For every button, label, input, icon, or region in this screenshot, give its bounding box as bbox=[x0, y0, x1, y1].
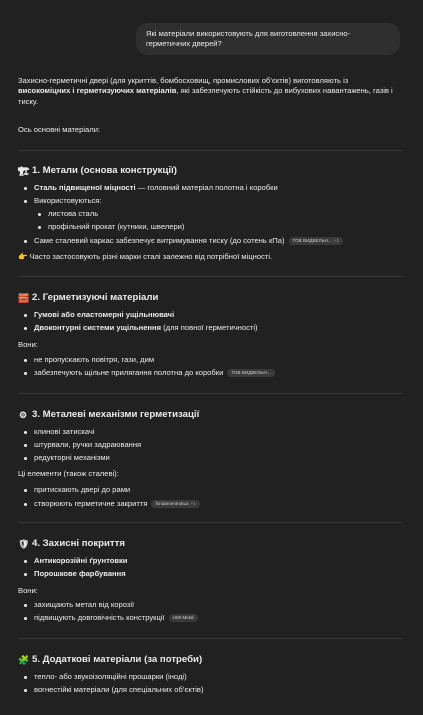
bold-text: Двоконтурні системи ущільнення bbox=[34, 323, 162, 332]
shield-icon: 🛡 bbox=[18, 539, 30, 550]
source-chip[interactable] bbox=[169, 614, 198, 622]
text: — головний матеріал полотна і коробки bbox=[135, 183, 278, 192]
list-item: штурвали, ручки задраювання bbox=[34, 440, 142, 449]
source-chip-label: ТОВ ВИДВЕЛЬН... bbox=[292, 238, 332, 243]
sub-list-item: листова сталь bbox=[48, 209, 99, 218]
text: підвищують довговічність конструкції bbox=[34, 613, 165, 622]
user-message-bubble bbox=[136, 23, 400, 55]
note bbox=[18, 252, 272, 262]
list-item: клинові затискачі bbox=[34, 427, 95, 436]
section-title: 4. Захисні покриття bbox=[32, 538, 125, 549]
source-chip-label: ТОВ ВИДВЕЛЬН... bbox=[231, 370, 271, 375]
source-chip-count: +1 bbox=[333, 238, 340, 243]
list-item bbox=[34, 236, 343, 246]
note-text: Часто застосовують різні марки сталі залежно від потрібної міцності. bbox=[29, 252, 273, 261]
section-title: 2. Герметизуючі матеріали bbox=[32, 292, 159, 303]
list-item: Використовуються: bbox=[34, 196, 102, 205]
intro-bold: високоміцних і герметизуючих матеріалів bbox=[18, 86, 177, 96]
list-item bbox=[34, 613, 198, 623]
intro-paragraph bbox=[18, 76, 402, 107]
list-item: притискають двері до рами bbox=[34, 485, 131, 494]
section-heading-additional bbox=[18, 654, 202, 667]
list-item: редукторні механізми bbox=[34, 453, 110, 462]
source-chip-label: UMI Metal bbox=[172, 615, 194, 620]
bold-text: Порошкове фарбування bbox=[34, 569, 126, 578]
source-chip-count: +1 bbox=[190, 501, 196, 506]
sub-list-item: профільний прокат (кутники, швелери) bbox=[48, 222, 185, 231]
list-item bbox=[34, 569, 126, 579]
puzzle-icon: 🧩 bbox=[18, 655, 30, 666]
list-item bbox=[34, 556, 127, 566]
source-chip[interactable] bbox=[227, 369, 274, 377]
bold-text: Антикорозійні ґрунтовки bbox=[34, 556, 128, 565]
source-chip[interactable] bbox=[289, 237, 344, 245]
divider bbox=[18, 150, 402, 151]
list-item: тепло- або звукоізоляційні прошарки (іноді) bbox=[34, 672, 187, 681]
divider bbox=[18, 638, 402, 639]
divider bbox=[18, 393, 402, 394]
list-item: захищають метал від корозії bbox=[34, 600, 135, 609]
source-chip-label: fondamentrukua bbox=[155, 501, 189, 506]
intro-text-end: , які забезпечують стійкість до вибухових навантажень, газів і тиску. bbox=[18, 86, 393, 106]
user-message-text: Які матеріали використовують для виготовлення захисно-герметичних дверей? bbox=[146, 29, 351, 48]
list-item bbox=[34, 499, 200, 509]
list-item bbox=[34, 368, 275, 378]
section-title: 3. Металеві механізми герметизації bbox=[32, 409, 200, 420]
list-item: вогнестійкі матеріали (для спеціальних об’єктів) bbox=[34, 685, 204, 694]
brick-icon: 🧱 bbox=[18, 293, 30, 304]
divider bbox=[18, 276, 402, 277]
divider bbox=[18, 522, 402, 523]
section-heading-metals bbox=[18, 165, 177, 178]
section-title: 1. Метали (основа конструкції) bbox=[32, 165, 177, 176]
intro-lead: Ось основні матеріали: bbox=[18, 125, 101, 134]
text: забезпечують щільне прилягання полотна до коробки bbox=[34, 368, 224, 377]
paragraph: Вони: bbox=[18, 586, 38, 595]
list-item: не пропускають повітря, гази, дим bbox=[34, 355, 155, 364]
paragraph: Вони: bbox=[18, 340, 38, 349]
source-chip[interactable] bbox=[151, 500, 199, 508]
text: Саме сталевий каркас забезпечує витримування тиску (до сотень кПа) bbox=[34, 236, 285, 245]
bold-text: Сталь підвищеної міцності bbox=[34, 183, 136, 192]
construction-icon: 🏗 bbox=[18, 166, 30, 177]
bold-text: Гумові або еластомерні ущільнювачі bbox=[34, 310, 175, 319]
gear-icon: ⚙ bbox=[18, 410, 28, 421]
list-item bbox=[34, 183, 278, 193]
text: (для повної герметичності) bbox=[161, 323, 258, 332]
section-heading-sealing bbox=[18, 292, 158, 305]
list-item bbox=[34, 310, 174, 320]
list-item bbox=[34, 323, 258, 333]
section-heading-mechanisms bbox=[18, 409, 199, 422]
pointing-hand-icon: 👉 bbox=[18, 252, 28, 261]
paragraph: Ці елементи (також сталеві): bbox=[18, 469, 119, 478]
section-title: 5. Додаткові матеріали (за потреби) bbox=[32, 654, 203, 665]
intro-text: Захисно-герметичні двері (для укриттів, бомбосховищ, промислових об’єктів) виготовляють із bbox=[18, 76, 349, 85]
section-heading-coatings bbox=[18, 538, 125, 551]
text: створюють герметичне закриття bbox=[34, 499, 148, 508]
